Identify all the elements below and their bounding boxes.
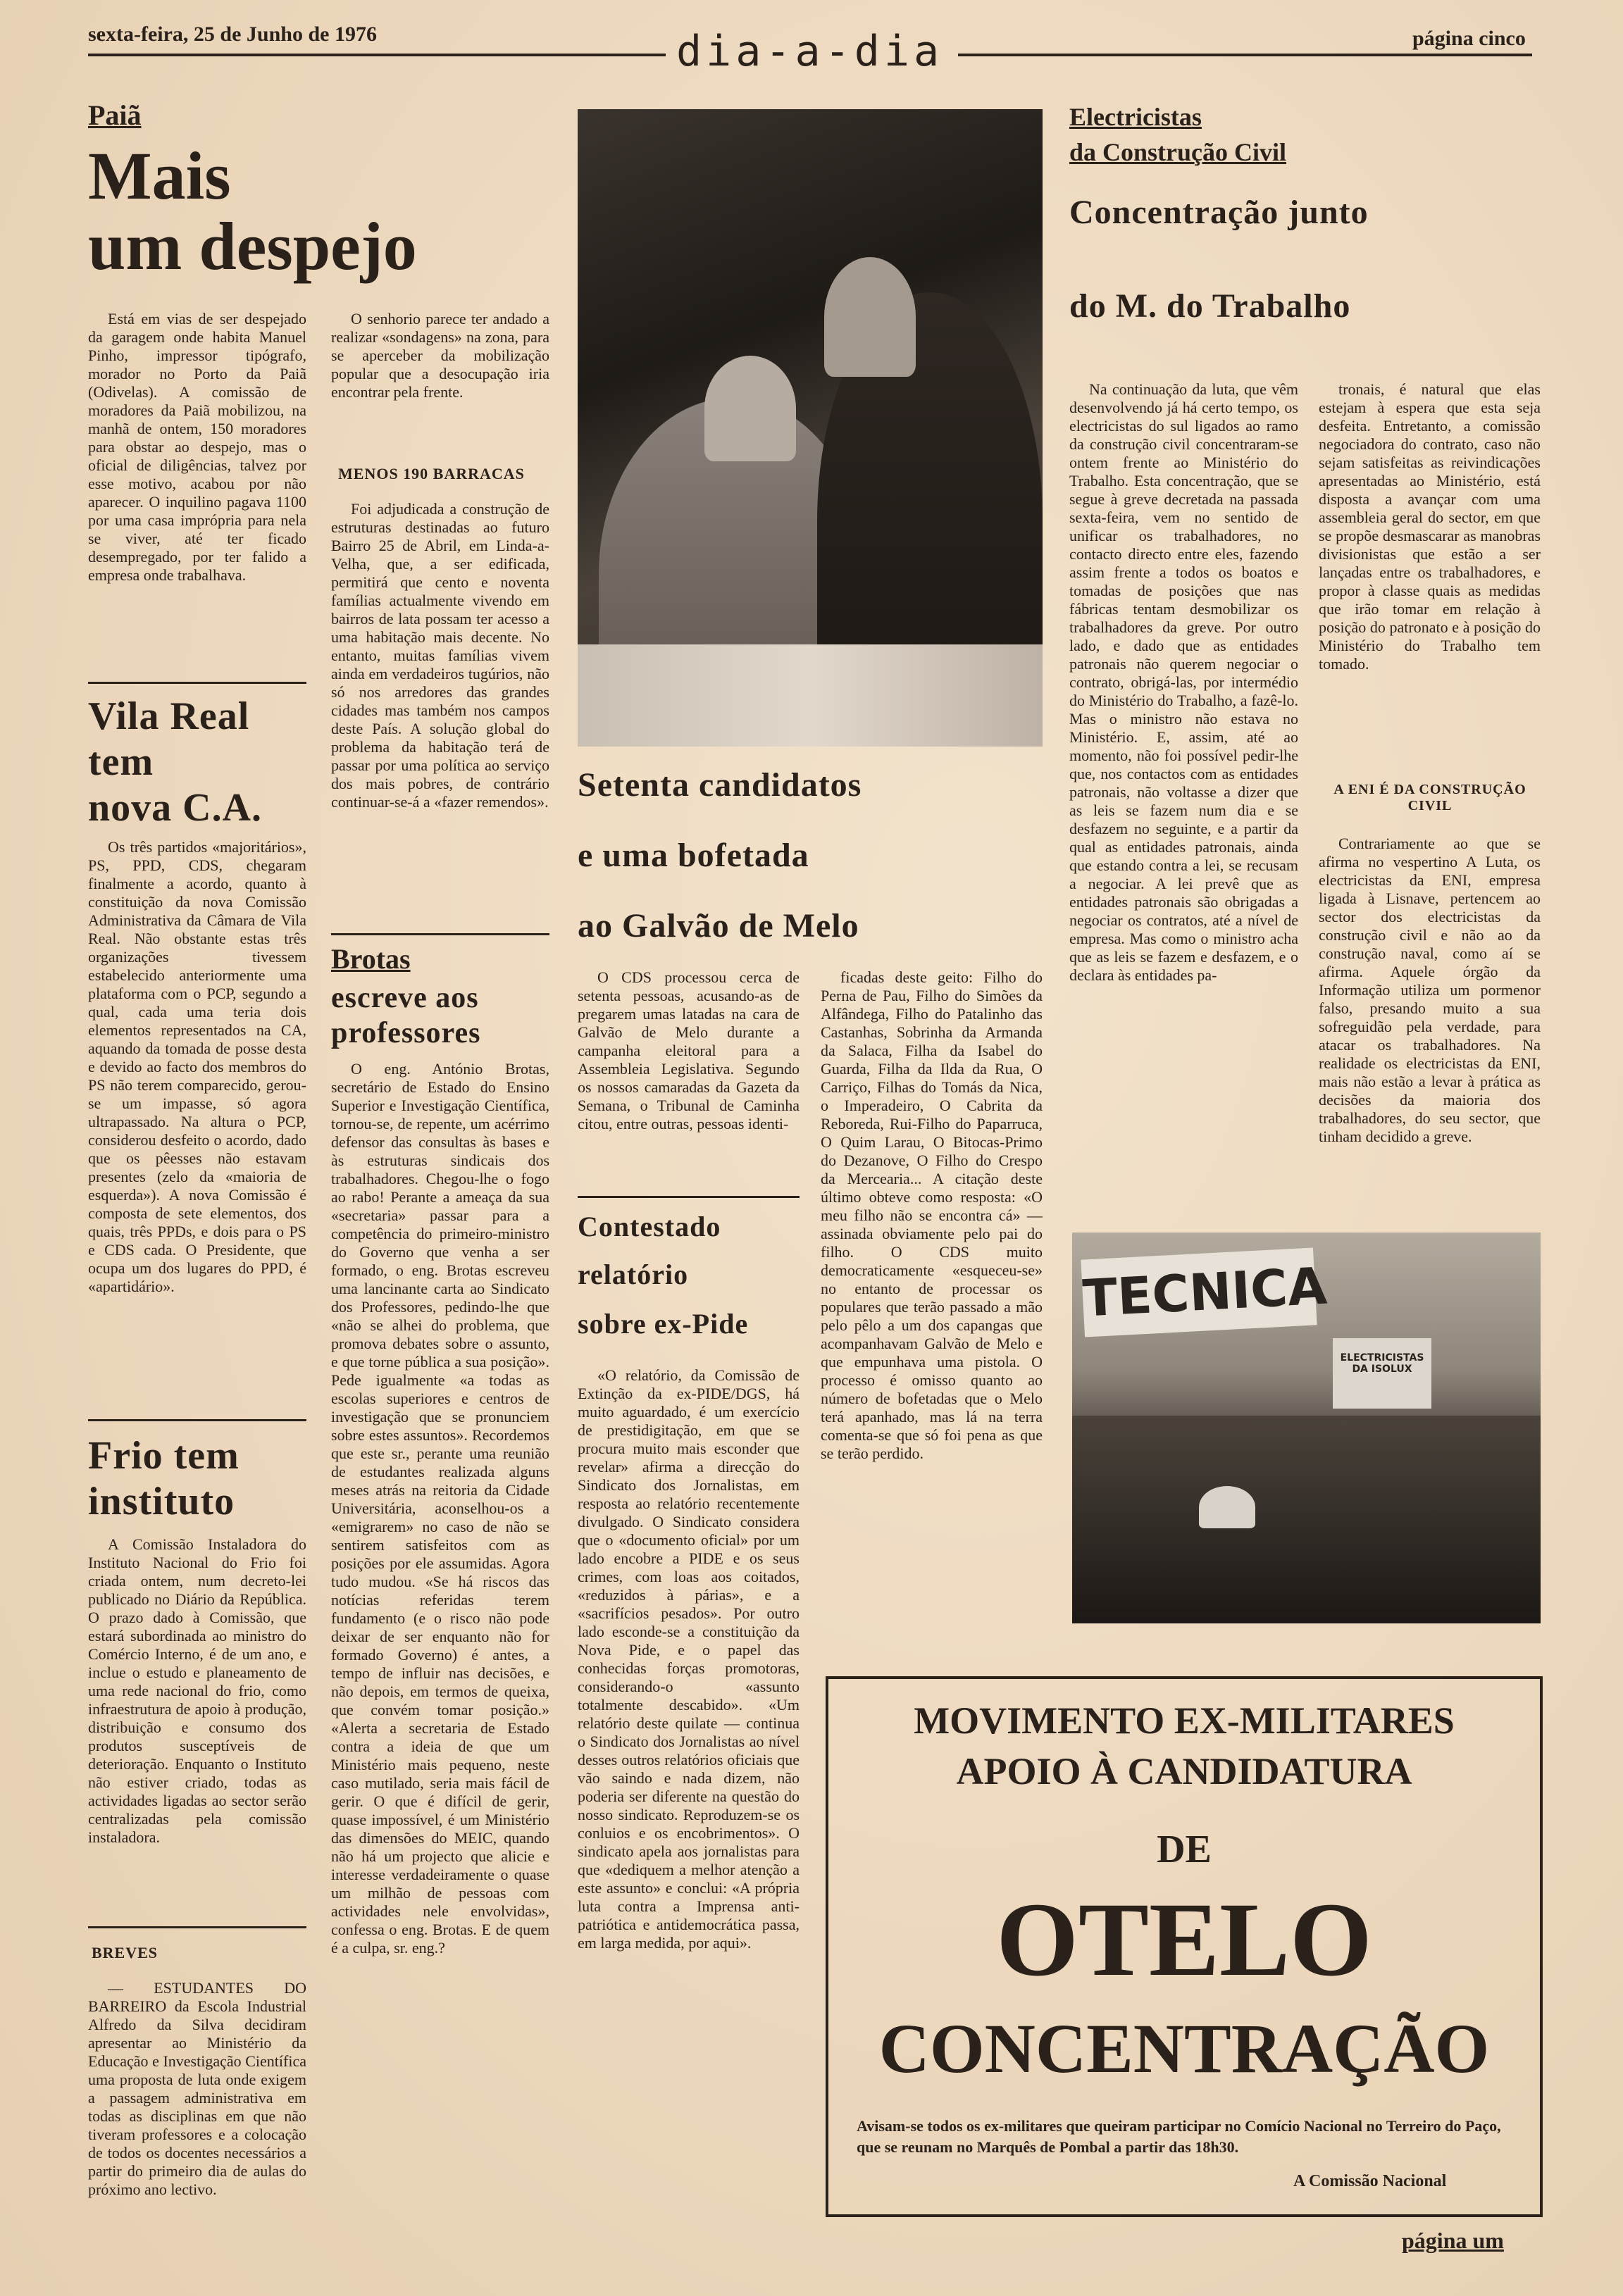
vilareal-body: Os três partidos «majoritários», PS, PPD, CDS, chegaram finalmente a acordo, quanto à constituição da nova Comissão Administrativa da Câmara de Vila Real. Não obstante estas três organizações tivessem estabelecido anteriormente uma plataforma com o PCP, segundo a qual, cada uma teria dois elementos representados na CA, aquando da tomada de posse desta e devido ao facto dos membros do PS não terem comparecido, gerou-se um impasse, só agora ultrapassado. Na altura o PCP, considerou desfeito o acordo, dado que os pêesses não estavam presentes (zelo da «maioria de esquerda»). A nova Comissão é composta de sete elementos, dos quais, três PPDs, e dois para o PS e CDS cada. O Presidente, que ocupa um dos lugares do PPD, é «apartidário». (88, 838, 306, 1295)
paia-body-col1: Está em vias de ser despejado da garagem onde habita Manuel Pinho, impressor tipógrafo, morador no Porto da Paiã (Odivelas). A comissão de moradores da Paiã mobilizou, na manhã de ontem, 150 moradores para obstar ao despejo, mas o oficial de diligências, talvez por esse motivo, acabou por não aparecer. O inquilino pagava 1100 por uma casa imprópria para nela se viver, até ter ficado desempregado, por ter falido a empresa onde trabalhava. (88, 310, 306, 584)
frio-headline-1: Frio tem (88, 1434, 240, 1478)
continue-page-link[interactable]: página um (1402, 2228, 1504, 2253)
paia-headline-1: Mais (88, 138, 231, 213)
ad-otelo: OTELO (996, 1881, 1372, 1998)
brotas-body: O eng. António Brotas, secretário de Estado do Ensino Superior e Investigação Científica, tornou-se, de repente, um acérrimo defensor das consultas às bases e às estruturas sindicais dos trabalhadores. Chegou-lhe o fogo ao rabo! Perante a ameaça da sua «secretaria» passar para a competência do primeiro-ministro do Governo que venha a ser formado, o eng. Brotas escreveu uma lancinante carta ao Sindicato dos Professores, pedindo-lhe que «não se alhei do problema, que promova debates sobre o assunto, e que torne pública a sua posição». Pede igualmente «a todas as escolas superiores e centros de investigação que se pronunciem sobre estes assuntos». Recordemos que este sr., perante uma reunião de estudantes realizada alguns meses atrás na reitoria da Cidade Universitária, aconselhou-os a «emigrarem» no caso de não se sentirem satisfeitos com as posições por ele assumidas. Agora tudo mudou. «Se há riscos das notícias referidas terem fundamento (e o risco não pode deixar de ser enquanto não for formado Governo) é antes, a tempo de influir nas decisões, e não depois, em termos de queixa, que convém tomar posição.» «Alerta a secretaria de Estado contra a ideia de que um Ministério mais pequeno, neste caso mutilado, seria mais fácil de gerir. O que é difícil de gerir, quase impossível, é um Ministério das dimensões do MEIC, quando não há um projecto que alicie e interesse verdadeiramente o quase um milhão de pessoas com actividades nele envolvidas», confessa o eng. Brotas. E de quem é a culpa, sr. eng.? (331, 1060, 549, 1957)
protest-crowd (1072, 1416, 1541, 1623)
section-title: dia-a-dia (676, 27, 944, 76)
page-number: página cinco (1412, 27, 1526, 50)
man-right-face (824, 257, 916, 377)
paia-subhead: MENOS 190 BARRACAS (338, 465, 525, 482)
ad-notice: Avisam-se todos os ex-militares que queiram participar no Comício Nacional no Terreiro do Paço, que se reunam no Marquês de Pombal a partir das 18h30. (857, 2117, 1501, 2156)
frio-headline-2: instituto (88, 1480, 235, 1523)
photo-two-men (578, 109, 1043, 747)
brotas-kicker: Brotas (331, 943, 411, 975)
protest-sign: ELECTRICISTAS DA ISOLUX (1333, 1338, 1431, 1409)
electricistas-kicker-2: da Construção Civil (1069, 138, 1287, 166)
setenta-body-col2: ficadas deste geito: Filho do Perna de Pau, Filho do Simões da Alfândega, Filho do Patalinho das Castanhas, Sobrinha da Armanda da Salaca, Filha da Isabel do Guarda, Filha da Ilda da Rua, O Carriço, Filhas do Tomás da Nica, o Imperadeiro, O Cabrita da Reboreda, Rui-Filho do Paparruca, O Quim Larau, O Bitocas-Primo do Dezanove, O Filho do Crespo da Mercearia... A citação deste último obteve como resposta: «O meu filho não se encontra cá» — assinada obviamente pelo pai do filho. O CDS muito democraticamente «esqueceu-se» no entanto de processar os populares que terão passado a mão pelo pêlo a um dos capangas que acompanhavam Galvão de Melo e que empunhava uma pistola. O processo é omisso quanto ao número de bofetadas que o Melo terá apanhado, mas lá na terra comenta-se que só foi pena as que se terão perdido. (821, 968, 1043, 1462)
setenta-headline-2: e uma bofetada (578, 837, 809, 874)
masthead-rule-left (88, 54, 666, 56)
otelo-ad (826, 1676, 1543, 2217)
electricistas-headline-1: Concentração junto (1069, 194, 1369, 231)
megaphone-icon (1199, 1486, 1255, 1528)
vilareal-headline-3: nova C.A. (88, 786, 263, 830)
rule (88, 682, 306, 684)
setenta-headline-3: ao Galvão de Melo (578, 907, 859, 944)
rule (578, 1196, 800, 1198)
balcony-railing (578, 644, 1043, 747)
ad-line-3: DE (1157, 1828, 1212, 1871)
paia-kicker: Paiã (88, 99, 142, 131)
vilareal-headline-1: Vila Real (88, 694, 250, 738)
brotas-headline-2: professores (331, 1017, 481, 1049)
rule (331, 933, 549, 935)
rule (88, 1419, 306, 1421)
ad-concentracao: CONCENTRAÇÃO (878, 2009, 1490, 2088)
ad-line-2: APOIO À CANDIDATURA (956, 1750, 1412, 1792)
paia-headline-2: um despejo (88, 208, 417, 284)
electricistas-kicker-1: Electricistas (1069, 103, 1202, 131)
contestado-headline-2: relatório (578, 1259, 689, 1290)
frio-body: A Comissão Instaladora do Instituto Nacional do Frio foi criada ontem, num decreto-lei publicado no Diário da República. O prazo dado à Comissão, que estará subordinada ao ministro do Comércio Interno, é de um ano, e inclue o estudo e planeamento de uma rede nacional do frio, como infraestrutura de apoio à produção, distribuição e consumo dos produtos susceptíveis de deterioração. Enquanto o Instituto não estiver criado, todas as actividades ligadas ao sector serão centralizadas pela comissão instaladora. (88, 1535, 306, 1846)
photo-protest (1072, 1233, 1541, 1623)
brotas-headline-1: escreve aos (331, 982, 479, 1014)
paia-body-col2: O senhorio parece ter andado a realizar «sondagens» na zona, para se aperceber da mobilização popular que a desocupação iria encontrar pela frente. (331, 310, 549, 401)
masthead-rule-right (958, 54, 1532, 56)
contestado-headline-3: sobre ex-Pide (578, 1308, 749, 1340)
man-left-face (704, 356, 796, 461)
contestado-body: «O relatório, da Comissão de Extinção da ex-PIDE/DGS, há muito aguardado, é um exercício de prestidigitação, em que se procura muito mais esconder que revelar» afirma a direcção do Sindicato dos Jornalistas, em resposta ao relatório recentemente divulgado. O Sindicato considera que o «documento oficial» por um lado encobre a PIDE e os seus crimes, com loas aos coitados, «reduzidos à párias», e a «sacrifícios pesados». Por outro lado esconde-se a constituição da Nova Pide, e o papel das conhecidas forças promotoras, considerando-o «assunto totalmente descabido». «Um relatório deste quilate — continua o Sindicato dos Jornalistas ao nível desses outros relatórios oficiais que vão saindo e nada dizem, não poderia ser diferente na questão do nosso sindicato. Reproduzem-se os conluios e os encobrimentos». O sindicato apela aos jornalistas para que «dediquem a melhor atenção a este assunto» e conclui: «A própria luta contra a Imprensa anti-patriótica e antidemocrática passa, em larga medida, por aqui». (578, 1366, 800, 1952)
setenta-body-col1: O CDS processou cerca de setenta pessoas, acusando-as de pregarem umas latadas na cara de Galvão de Melo durante a campanha eleitoral para a Assembleia Legislativa. Segundo os nossos camaradas da Gazeta da Semana, o Tribunal de Caminha citou, entre outras, pessoas identi- (578, 968, 800, 1133)
ad-line-1: MOVIMENTO EX-MILITARES (914, 1699, 1455, 1742)
setenta-headline-1: Setenta candidatos (578, 766, 862, 804)
rule (88, 1926, 306, 1928)
protest-banner: TECNICA (1081, 1247, 1317, 1337)
electricistas-headline-2: do M. do Trabalho (1069, 287, 1351, 325)
electricistas-body-col2b: Contrariamente ao que se afirma no vespertino A Luta, os electricistas da ENI, empresa ligada à Lisnave, pertencem ao sector dos electricistas da construção civil e não ao da construção naval, como aí se afirma. Aquele órgão da Informação utiliza um pormenor falso, presando muito a sua sofreguidão pela verdade, para atacar os trabalhadores. Na realidade os electricistas da ENI, mais não estão a levar à prática as decisões da maioria dos trabalhadores, do seu sector, que tinham decidido a greve. (1319, 835, 1541, 1145)
electricistas-subhead: A ENI É DA CONSTRUÇÃO CIVIL (1333, 782, 1526, 813)
contestado-headline-1: Contestado (578, 1211, 721, 1242)
ad-signature: A Comissão Nacional (1293, 2172, 1447, 2190)
paia-body-col2b: Foi adjudicada a construção de estruturas destinadas ao futuro Bairro 25 de Abril, em Linda-a-Velha, que, a ser edificada, permitirá que cento e noventa famílias actualmente vivendo em bairros de lata possam ter acesso a uma habitação mais decente. No entanto, muitas famílias vivem ainda em verdadeiros tugúrios, não só nos arredores das grandes cidades mas também nos campos deste País. A solução global do problema da habitação terá de passar por uma política ao serviço dos mais pobres, de contrário continuar-se-á a «fazer remendos». (331, 500, 549, 811)
electricistas-body-col2: tronais, é natural que elas estejam à espera que esta seja desfeita. Entretanto, a comissão negociadora do contrato, caso não sejam satisfeitas as reivindicações apresentadas ao Ministério, está disposta a avançar com uma assembleia geral do sector, em que se propõe desmascarar as manobras divisionistas que estão a ser lançadas entre os trabalhadores, e propor à classe quais as medidas que irão tomar em relação à posição do patronato e à posição do Ministério do Trabalho tem tomado. (1319, 380, 1541, 673)
issue-date: sexta-feira, 25 de Junho de 1976 (88, 23, 377, 46)
breves-body: — ESTUDANTES DO BARREIRO da Escola Industrial Alfredo da Silva decidiram apresentar ao Ministério da Educação e Investigação Científica uma proposta de luta onde exigem a passagem administrativa em todas as disciplinas em que não tiveram professores e a colocação de todos os docentes necessários a partir do primeiro dia de aulas do próximo ano lectivo. (88, 1979, 306, 2198)
vilareal-headline-2: tem (88, 740, 154, 784)
electricistas-body-col1: Na continuação da luta, que vêm desenvolvendo já há certo tempo, os electricistas do sul ligados ao ramo da construção civil concentraram-se ontem frente ao Ministério do Trabalho. Esta concentração, que se segue à greve decretada na passada sexta-feira, vem no sentido de unificar os trabalhadores, no contacto directo entre eles, fazendo assim frente a todos os boatos e tomadas de posições que nas fábricas tentam desmobilizar os trabalhadores da greve. Por outro lado, e dado que as entidades patronais não querem negociar o contrato, obrigá-las, por intermédio do Ministério do Trabalho, a fazê-lo. Mas o ministro não estava no Ministério. E, assim, até ao momento, não foi possível pedir-lhe que, nos contactos com as entidades patronais, não voltasse a dizer que as leis se fazem num dia e se desfazem no seguinte, e a partir da qual as entidades patronais, ainda que estando contra a lei, se recusam a negociar. A lei prevê que as entidades patronais são obrigadas a negociar os contratos, até a nível de empresa. Mas como o ministro acha que as leis se fazem e desfazem, e o declara às entidades pa- (1069, 380, 1298, 984)
breves-label: BREVES (92, 1944, 158, 1961)
